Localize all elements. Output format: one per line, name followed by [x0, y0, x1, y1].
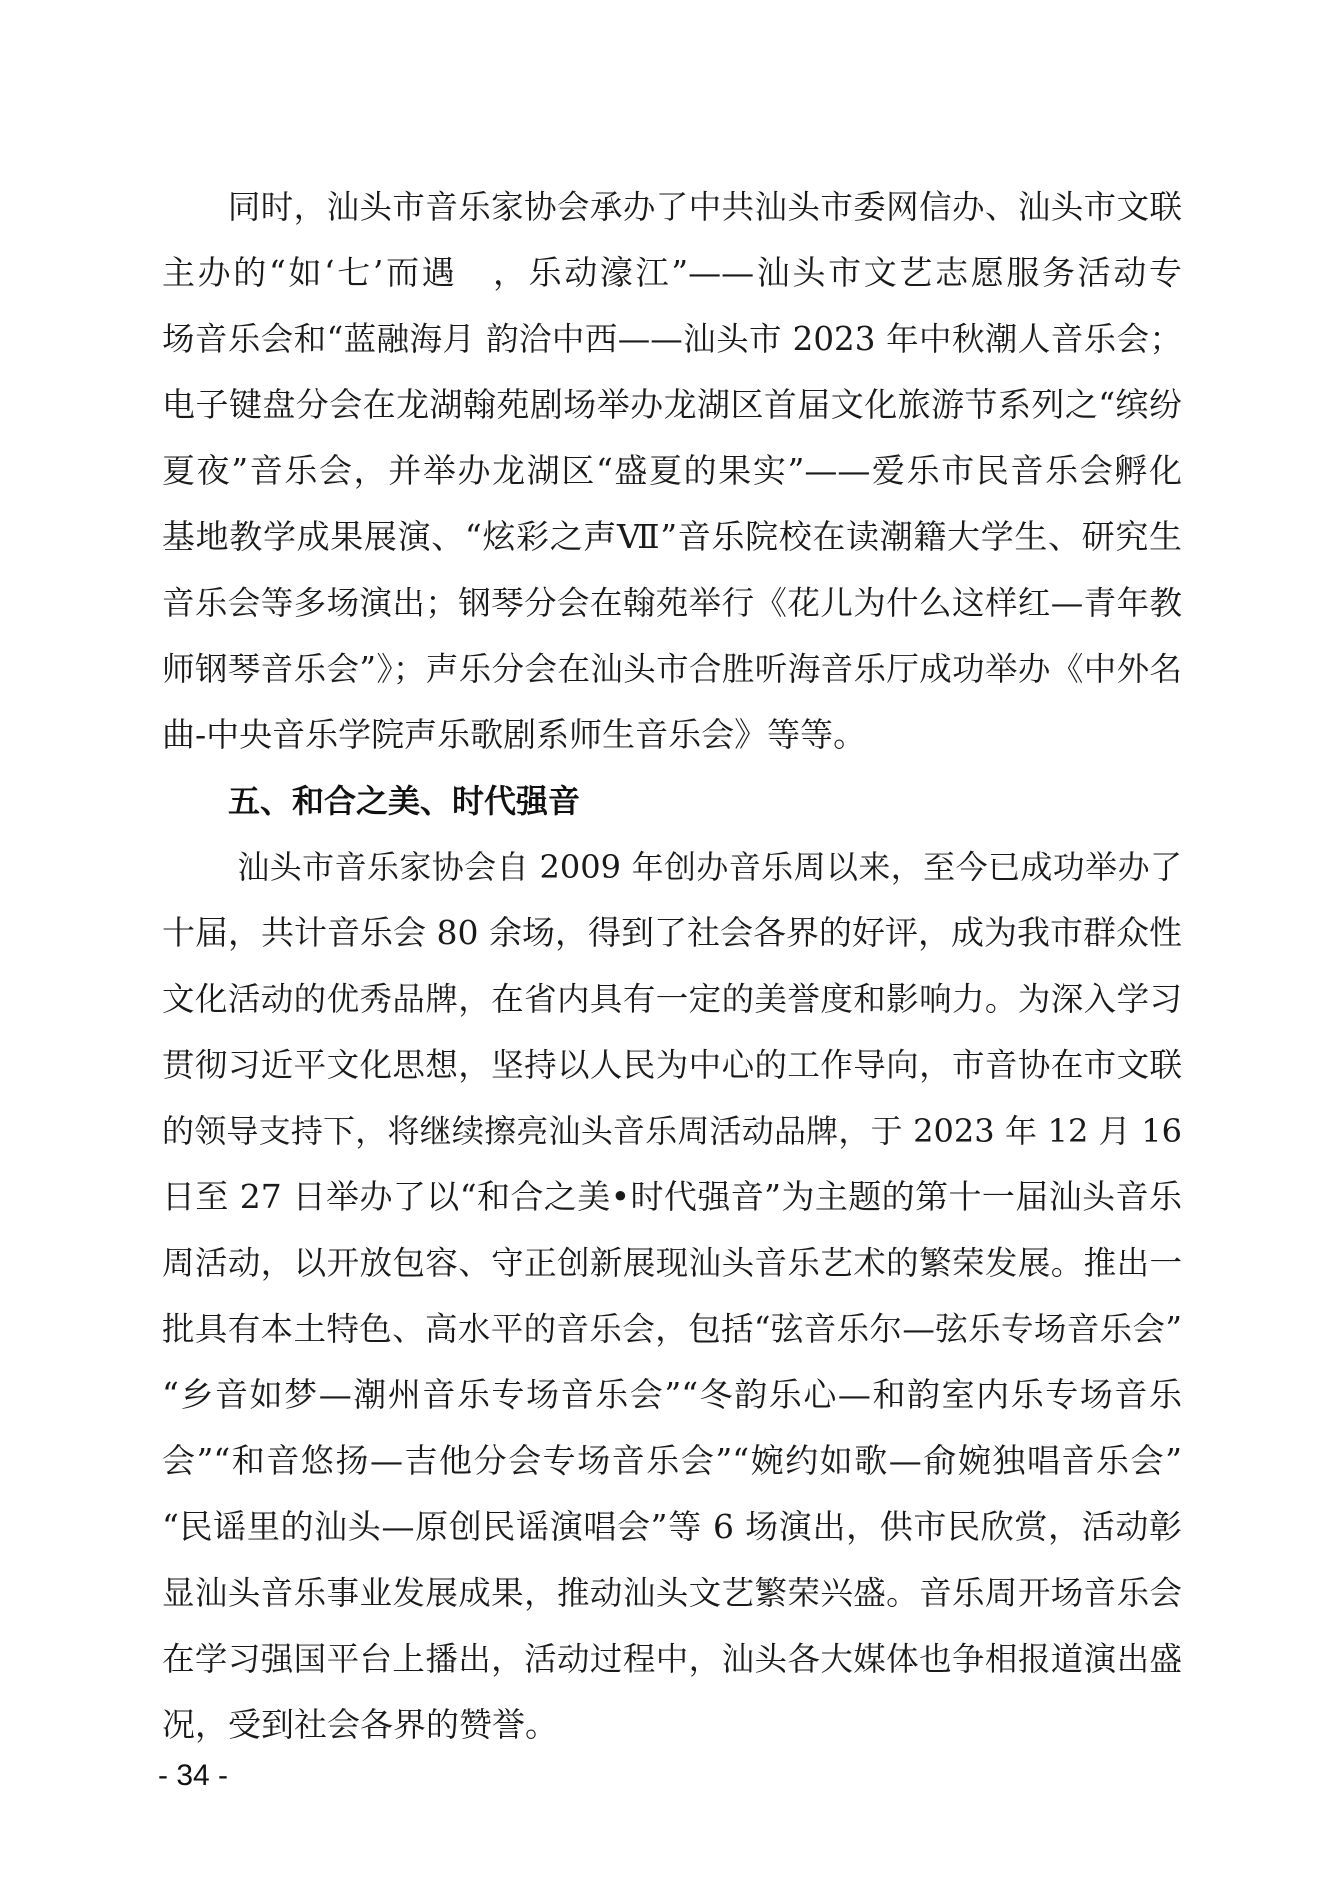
paragraph-2-line-5: 的领导支持下，将继续擦亮汕头音乐周活动品牌，于 2023 年 12 月 16 — [162, 1112, 1182, 1150]
paragraph-1-line-9: 曲-中央音乐学院声乐歌剧系师生音乐会》等等。 — [162, 715, 867, 754]
paragraph-2-line-9: “乡音如梦—潮州音乐专场音乐会”“冬韵乐心—和韵室内乐专场音乐 — [162, 1375, 1182, 1414]
paragraph-1-line-2: 主办的“如‘七’而遇 ，乐动濠江”——汕头市文艺志愿服务活动专 — [162, 253, 1182, 292]
paragraph-1-line-7: 音乐会等多场演出；钢琴分会在翰苑举行《花儿为什么这样红—青年教 — [162, 584, 1182, 622]
paragraph-2-line-14: 况，受到社会各界的赞誉。 — [162, 1705, 558, 1744]
paragraph-2-line-6: 日至 27 日举办了以“和合之美•时代强音”为主题的第十一届汕头音乐 — [162, 1177, 1182, 1216]
paragraph-1-line-5: 夏夜”音乐会，并举办龙湖区“盛夏的果实”——爱乐市民音乐会孵化 — [162, 451, 1182, 490]
paragraph-1-line-6: 基地教学成果展演、“炫彩之声Ⅶ”音乐院校在读潮籍大学生、研究生 — [162, 517, 1182, 556]
paragraph-1-line-4: 电子键盘分会在龙湖翰苑剧场举办龙湖区首届文化旅游节系列之“缤纷 — [162, 385, 1182, 424]
section-heading: 五、和合之美、时代强音 — [228, 782, 581, 820]
paragraph-2-line-10: 会”“和音悠扬—吉他分会专场音乐会”“婉约如歌—俞婉独唱音乐会” — [162, 1441, 1182, 1480]
paragraph-2-line-13: 在学习强国平台上播出，活动过程中，汕头各大媒体也争相报道演出盛 — [162, 1640, 1182, 1678]
paragraph-1-line-1: 同时，汕头市音乐家协会承办了中共汕头市委网信办、汕头市文联 — [162, 188, 1182, 226]
page-number: - 34 - — [158, 1759, 229, 1792]
paragraph-2-line-11: “民谣里的汕头—原创民谣演唱会”等 6 场演出，供市民欣赏，活动彰 — [162, 1507, 1182, 1546]
paragraph-1-line-3: 场音乐会和“蓝融海月 韵洽中西——汕头市 2023 年中秋潮人音乐会； — [162, 320, 1182, 358]
paragraph-2-line-3: 文化活动的优秀品牌，在省内具有一定的美誉度和影响力。为深入学习 — [162, 980, 1182, 1018]
paragraph-2-line-1: 汕头市音乐家协会自 2009 年创办音乐周以来，至今已成功举办了 — [162, 848, 1182, 886]
paragraph-2-line-2: 十届，共计音乐会 80 余场，得到了社会各界的好评，成为我市群众性 — [162, 913, 1182, 952]
paragraph-2-line-8: 批具有本土特色、高水平的音乐会，包括“弦音乐尔—弦乐专场音乐会” — [162, 1310, 1182, 1348]
paragraph-2-line-4: 贯彻习近平文化思想，坚持以人民为中心的工作导向，市音协在市文联 — [162, 1046, 1182, 1084]
paragraph-1-line-8: 师钢琴音乐会”》；声乐分会在汕头市合胜听海音乐厅成功举办《中外名 — [162, 650, 1182, 688]
paragraph-2-line-7: 周活动，以开放包容、守正创新展现汕头音乐艺术的繁荣发展。推出一 — [162, 1244, 1182, 1282]
paragraph-2-line-12: 显汕头音乐事业发展成果，推动汕头文艺繁荣兴盛。音乐周开场音乐会 — [162, 1574, 1182, 1612]
